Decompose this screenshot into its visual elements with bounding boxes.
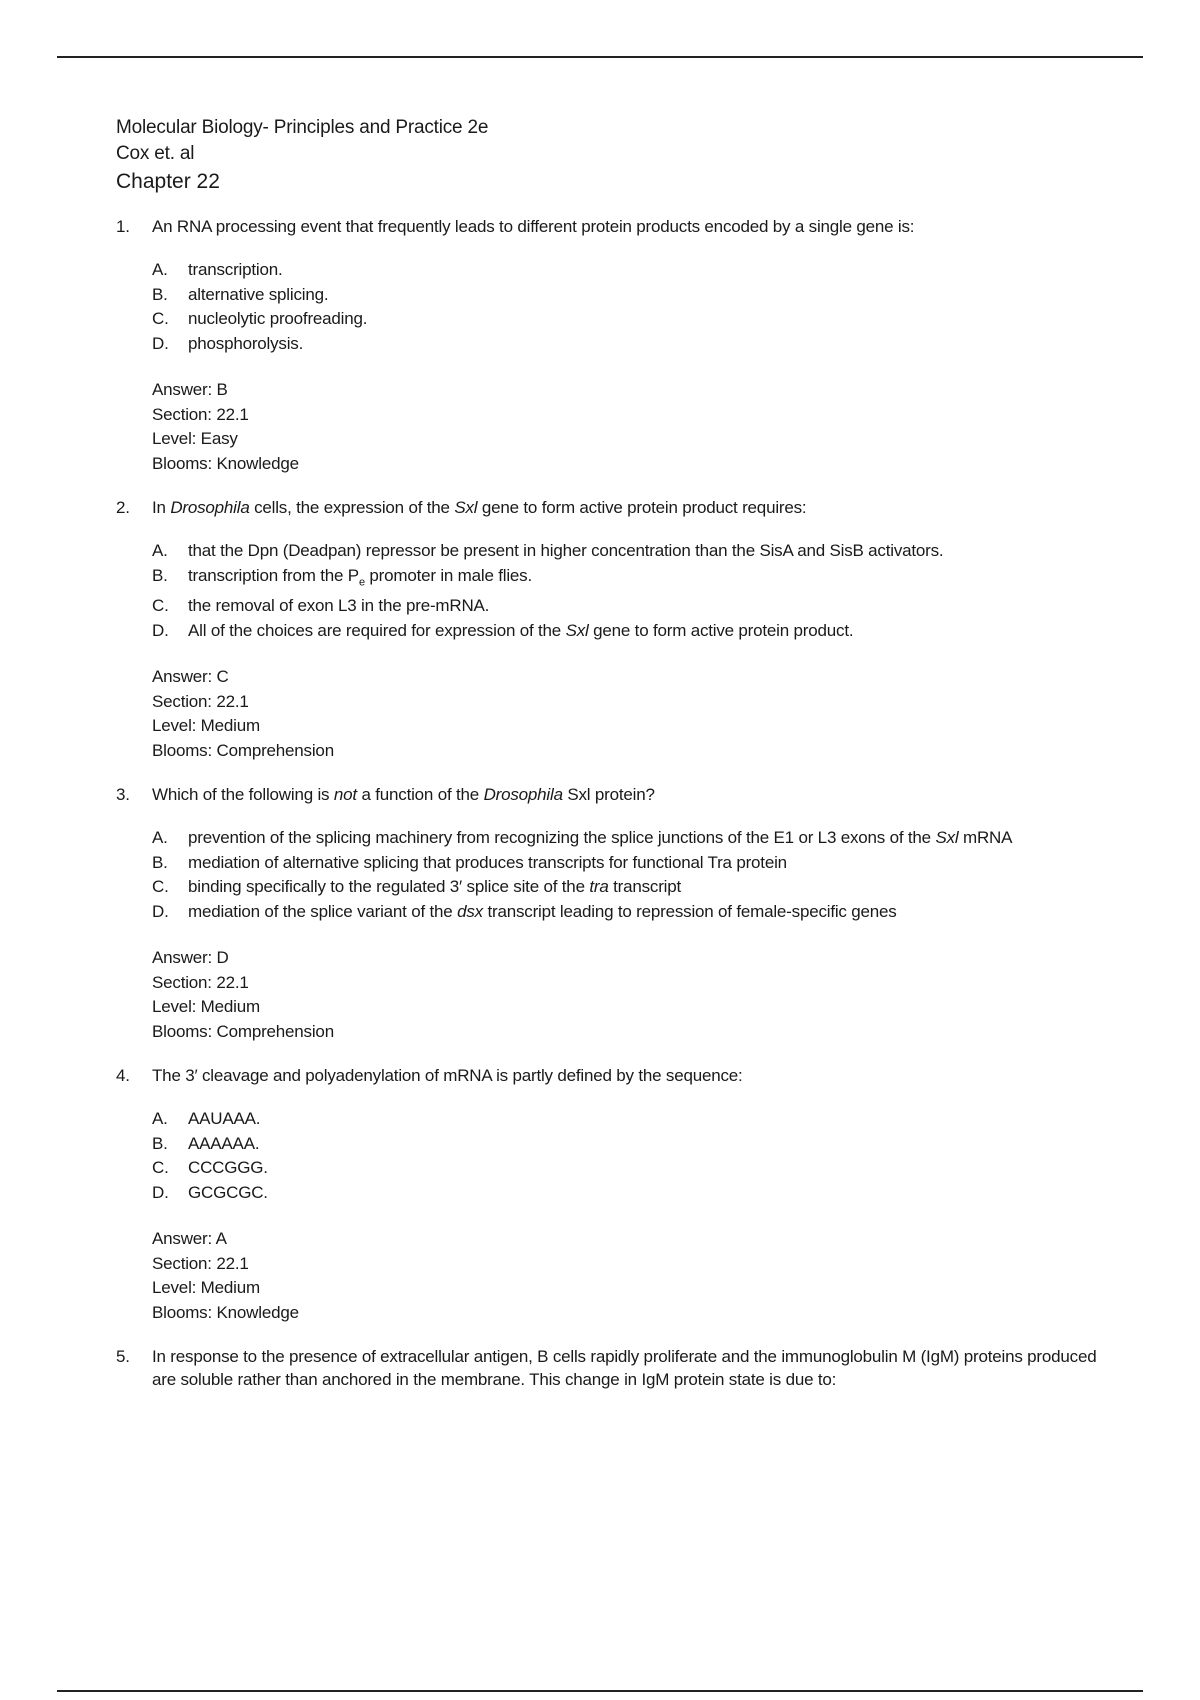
question-stem: In response to the presence of extracellular antigen, B cells rapidly proliferate and the immunoglobulin M (IgM) proteins produced are soluble rather than anchored in the membrane. This change in IgM protein state is due to: (152, 1347, 1097, 1390)
question-stem: The 3′ cleavage and polyadenylation of mRNA is partly defined by the sequence: (152, 1066, 743, 1086)
section-line: Section: 22.1 (152, 1253, 249, 1273)
option-b: B. AAAAAA. (152, 1133, 260, 1153)
question-number: 3. (116, 785, 130, 805)
option-a: A. prevention of the splicing machinery from recognizing the splice junctions of the E1 or L3 exons of the Sxl mRNA (152, 828, 1013, 848)
level-line: Level: Medium (152, 716, 260, 736)
option-c: C. the removal of exon L3 in the pre-mRNA. (152, 596, 490, 616)
option-c: C. nucleolytic proofreading. (152, 309, 368, 328)
section-line: Section: 22.1 (152, 404, 249, 424)
chapter-heading: Chapter 22 (116, 170, 220, 193)
section-line: Section: 22.1 (152, 972, 249, 992)
level-line: Level: Medium (152, 1278, 260, 1298)
options-list (152, 1107, 1116, 1205)
question-3 (116, 783, 1116, 1044)
bottom-rule (57, 1690, 1143, 1692)
document-page (116, 115, 1116, 1391)
answer-metadata (152, 665, 1116, 763)
options-list (152, 539, 1116, 643)
level-line: Level: Easy (152, 429, 238, 448)
question-stem: In Drosophila cells, the expression of the Sxl gene to form active protein product requires: (152, 498, 807, 517)
option-c: C. binding specifically to the regulated 3′ splice site of the tra transcript (152, 877, 682, 897)
answer-line: Answer: B (152, 380, 228, 399)
question-5 (116, 1345, 1116, 1391)
options-list (152, 826, 1116, 924)
question-1 (116, 215, 1116, 476)
option-a: A. transcription. (152, 260, 283, 279)
option-a: A. that the Dpn (Deadpan) repressor be present in higher concentration than the SisA and SisB activators. (152, 541, 944, 560)
question-number: 5. (116, 1347, 130, 1367)
blooms-line: Blooms: Knowledge (152, 453, 299, 473)
option-b: B. mediation of alternative splicing that produces transcripts for functional Tra protein (152, 852, 787, 872)
question-stem: An RNA processing event that frequently leads to different protein products encoded by a single gene is: (152, 217, 915, 236)
question-2 (116, 496, 1116, 763)
authors: Cox et. al (116, 143, 195, 164)
option-d: D. GCGCGC. (152, 1182, 268, 1202)
option-d: D. phosphorolysis. (152, 333, 304, 353)
option-d: D. mediation of the splice variant of the dsx transcript leading to repression of female-specific genes (152, 901, 897, 921)
answer-line: Answer: A (152, 1229, 227, 1249)
answer-line: Answer: C (152, 667, 229, 687)
blooms-line: Blooms: Comprehension (152, 1021, 334, 1041)
level-line: Level: Medium (152, 997, 260, 1017)
answer-metadata (152, 1227, 1116, 1325)
blooms-line: Blooms: Knowledge (152, 1302, 299, 1322)
answer-metadata (152, 946, 1116, 1044)
top-rule (57, 56, 1143, 58)
question-stem: Which of the following is not a function of the Drosophila Sxl protein? (152, 785, 655, 805)
question-number: 2. (116, 498, 130, 517)
answer-line: Answer: D (152, 948, 229, 968)
option-c: C. CCCGGG. (152, 1158, 268, 1178)
blooms-line: Blooms: Comprehension (152, 740, 334, 760)
option-b: B. alternative splicing. (152, 284, 329, 304)
section-line: Section: 22.1 (152, 691, 249, 711)
options-list (152, 258, 1116, 356)
question-number: 4. (116, 1066, 130, 1086)
option-b: B. transcription from the $P_e$ promoter in male flies. (152, 565, 533, 588)
answer-metadata (152, 378, 1116, 476)
option-d: D. All of the choices are required for expression of the Sxl gene to form active protein product. (152, 620, 854, 640)
question-4 (116, 1064, 1116, 1325)
book-title: Molecular Biology- Principles and Practice 2e (116, 117, 489, 138)
question-number: 1. (116, 217, 130, 236)
option-a: A. AAUAAA. (152, 1109, 261, 1129)
